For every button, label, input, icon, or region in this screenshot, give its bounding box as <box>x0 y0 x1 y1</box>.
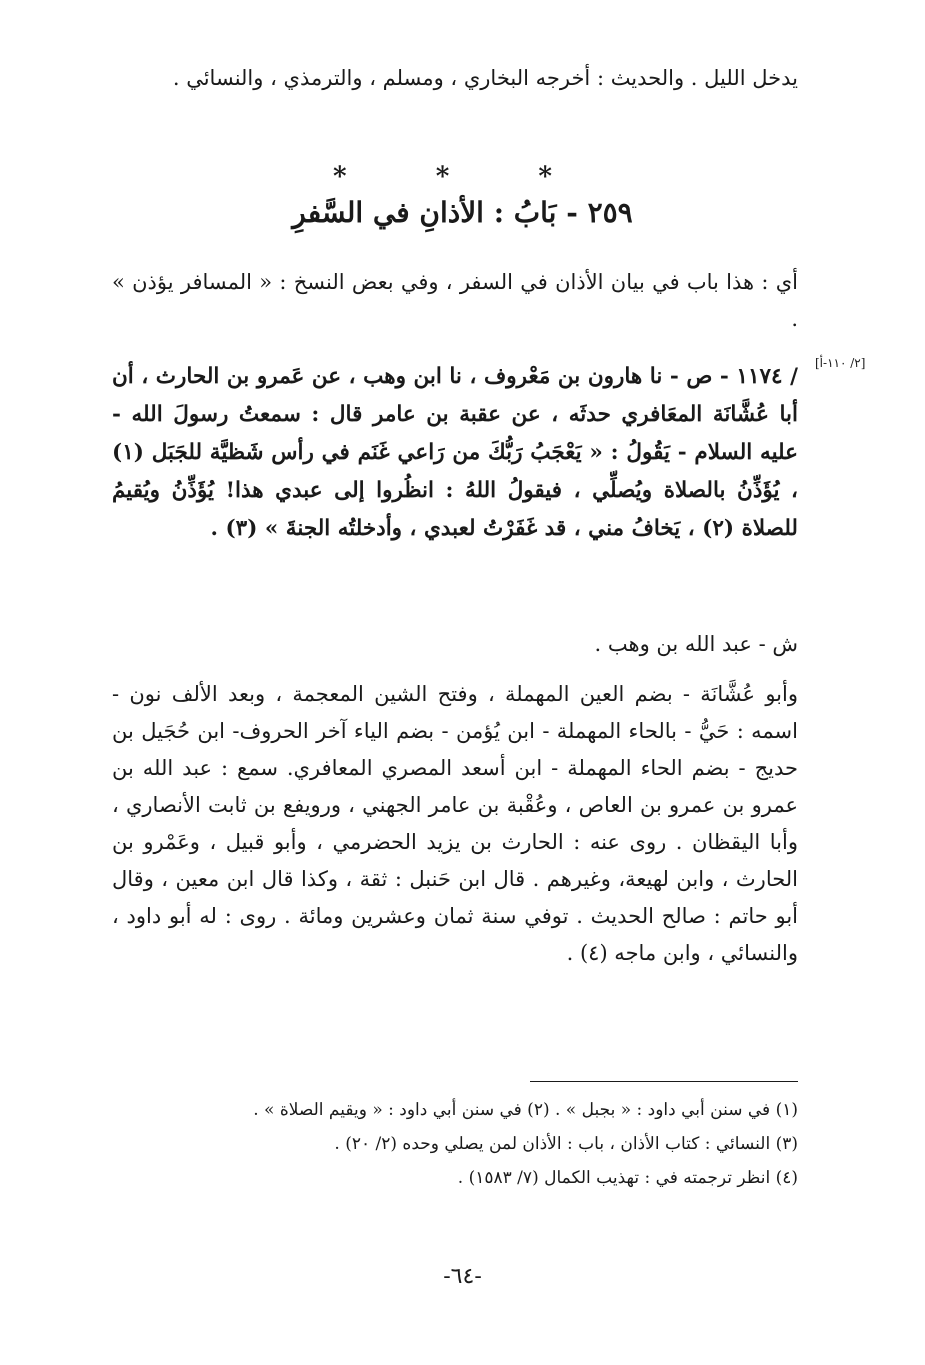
footnote-divider <box>530 1081 798 1082</box>
footnote-line: (١) في سنن أبي داود : « بجبل » . (٢) في سنن أبي داود : « ويقيم الصلاة » . <box>253 1100 798 1120</box>
continuation-paragraph: يدخل الليل . والحديث : أخرجه البخاري ، ومسلم ، والترمذي ، والنسائي . <box>172 66 798 90</box>
hadith-text: / ١١٧٤ - ص - نا هارون بن مَعْروف ، نا ابن وهب ، عن عَمرو بن الحارث ، أن أبا عُشَّانَة المعَافري حدثَه ، عن عقبة بن عامر قال : سمعتُ رسولَ الله - عليه السلام - يَقُولُ : « يَعْجَبُ رَبُّكَ من رَاعي غَنَم في رأس شَظيَّة للجَبَل (١) ، يُؤَذِّنُ بالصلاة ويُصلِّي ، فيقولُ اللهُ : انظُروا إلى عبدي هذا! يُؤَذِّنُ ويُقيمُ للصلاة (٢) ، يَخافُ مني ، قد غَفَرْتُ لعبدي ، وأدخلتُه الجنةَ » (٣) . <box>112 364 798 541</box>
commentary-body: وأبو عُشَّانَة - بضم العين المهملة ، وفتح الشين المعجمة ، وبعد الألف نون - اسمه : حَيُّ - بالحاء المهملة - ابن يُؤمن - بضم الياء آخر الحروف- ابن حُجَيل بن حديج - بضم الحاء المهملة - ابن أسعد المصري المعافري. سمع : عبد الله بن عمرو بن عمرو بن العاص ، وعُقْبة بن عامر الجهني ، ورويفع بن ثابت الأنصاري ، وأبا اليقظان . روى عنه : الحارث بن يزيد الحضرمي ، وأبو قبيل ، وعَمْرو بن الحارث ، وابن لهيعة، وغيرهم . قال ابن حَنبل : ثقة ، وكذا قال ابن معين ، وقال أبو حاتم : صالح الحديث . توفي سنة ثمان وعشرين ومائة . روى : له أبو داود ، والنسائي ، وابن ماجه (٤) . <box>112 682 798 965</box>
commentary-intro: ش - عبد الله بن وهب . <box>594 632 798 656</box>
margin-manuscript-marker: [٢/ ١١٠-أ] <box>815 356 866 370</box>
footnote-line: (٤) انظر ترجمته في : تهذيب الكمال (٧/ ١٥٨٣) . <box>457 1168 798 1188</box>
chapter-title: ٢٥٩ - بَابُ : الأذانِ في السَّفرِ <box>292 196 633 229</box>
page-number: -٦٤- <box>443 1264 482 1289</box>
chapter-intro: أي : هذا باب في بيان الأذان في السفر ، وفي بعض النسخ : « المسافر يؤذن » . <box>112 270 798 331</box>
section-separator: * * * <box>333 162 592 192</box>
footnote-line: (٣) النسائي : كتاب الأذان ، باب : الأذان لمن يصلي وحده (٢/ ٢٠) . <box>334 1134 798 1154</box>
